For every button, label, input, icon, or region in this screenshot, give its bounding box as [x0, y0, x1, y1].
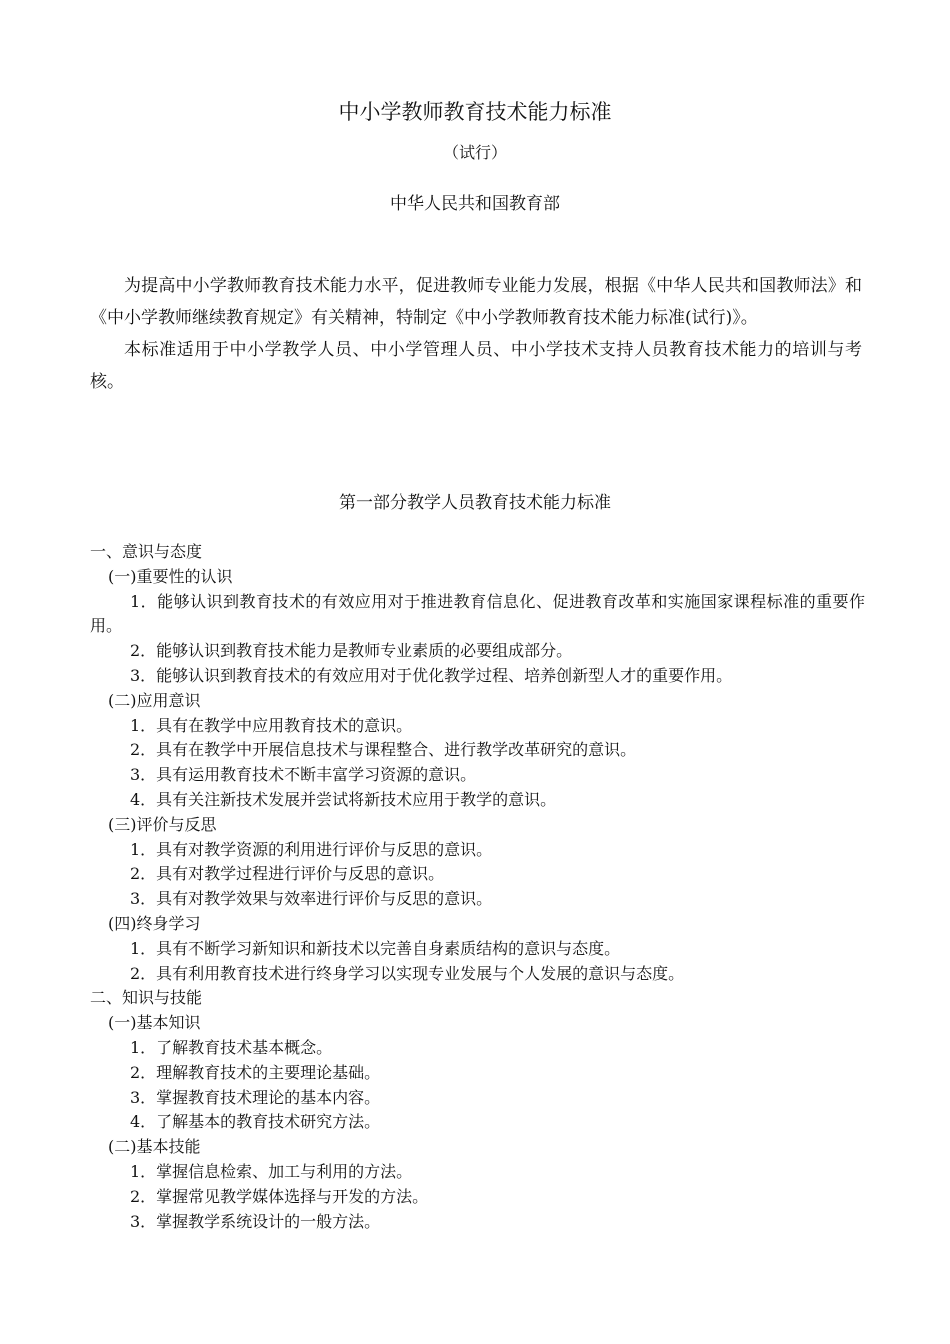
- list-item: 2．掌握常见教学媒体选择与开发的方法。: [130, 1186, 429, 1206]
- list-item: 3．掌握教学系统设计的一般方法。: [130, 1211, 381, 1231]
- list-item: 1．能够认识到教育技术的有效应用对于推进教育信息化、促进教育改革和实施国家课程标准的重要作用。: [90, 591, 865, 636]
- list-item: 2．具有在教学中开展信息技术与课程整合、进行教学改革研究的意识。: [130, 740, 637, 760]
- list-item: 2．理解教育技术的主要理论基础。: [130, 1062, 381, 1082]
- intro-paragraph: 为提高中小学教师教育技术能力水平，促进教师专业能力发展，根据《中华人民共和国教师法》和《中小学教师继续教育规定》有关精神，特制定《中小学教师教育技术能力标准(试行)》。: [90, 276, 862, 328]
- list-item: 3．具有运用教育技术不断丰富学习资源的意识。: [130, 765, 477, 785]
- list-item: 1．具有对教学资源的利用进行评价与反思的意识。: [130, 839, 493, 859]
- list-item: 1．了解教育技术基本概念。: [130, 1037, 333, 1057]
- subsection-heading: (一)重要性的认识: [108, 566, 233, 586]
- standard-outline: [90, 540, 865, 1234]
- list-item: 1．具有在教学中应用教育技术的意识。: [130, 715, 413, 735]
- list-item: 2．具有利用教育技术进行终身学习以实现专业发展与个人发展的意识与态度。: [130, 963, 685, 983]
- subsection-heading: (一)基本知识: [108, 1013, 201, 1033]
- intro-section: [90, 270, 862, 398]
- section-heading: 二、知识与技能: [90, 988, 203, 1008]
- list-item: 3．具有对教学效果与效率进行评价与反思的意识。: [130, 889, 493, 909]
- list-item: 1．具有不断学习新知识和新技术以完善自身素质结构的意识与态度。: [130, 938, 621, 958]
- document-subtitle: （试行）: [442, 143, 507, 162]
- intro-paragraph: 本标准适用于中小学教学人员、中小学管理人员、中小学技术支持人员教育技术能力的培训与考核。: [90, 340, 862, 392]
- subsection-heading: (三)评价与反思: [108, 814, 217, 834]
- list-item: 4．具有关注新技术发展并尝试将新技术应用于教学的意识。: [130, 789, 557, 809]
- list-item: 1．掌握信息检索、加工与利用的方法。: [130, 1161, 413, 1181]
- document-issuer: 中华人民共和国教育部: [390, 194, 560, 214]
- list-item: 4．了解基本的教育技术研究方法。: [130, 1112, 381, 1132]
- part-title: 第一部分教学人员教育技术能力标准: [339, 493, 611, 513]
- subsection-heading: (二)应用意识: [108, 690, 201, 710]
- subsection-heading: (四)终身学习: [108, 913, 201, 933]
- list-item: 3．能够认识到教育技术的有效应用对于优化教学过程、培养创新型人才的重要作用。: [130, 665, 733, 685]
- list-item: 3．掌握教育技术理论的基本内容。: [130, 1087, 381, 1107]
- list-item: 2．能够认识到教育技术能力是教师专业素质的必要组成部分。: [130, 641, 573, 661]
- list-item: 2．具有对教学过程进行评价与反思的意识。: [130, 864, 445, 884]
- document-title: 中小学教师教育技术能力标准: [338, 100, 612, 124]
- section-heading: 一、意识与态度: [90, 542, 203, 561]
- subsection-heading: (二)基本技能: [108, 1137, 201, 1157]
